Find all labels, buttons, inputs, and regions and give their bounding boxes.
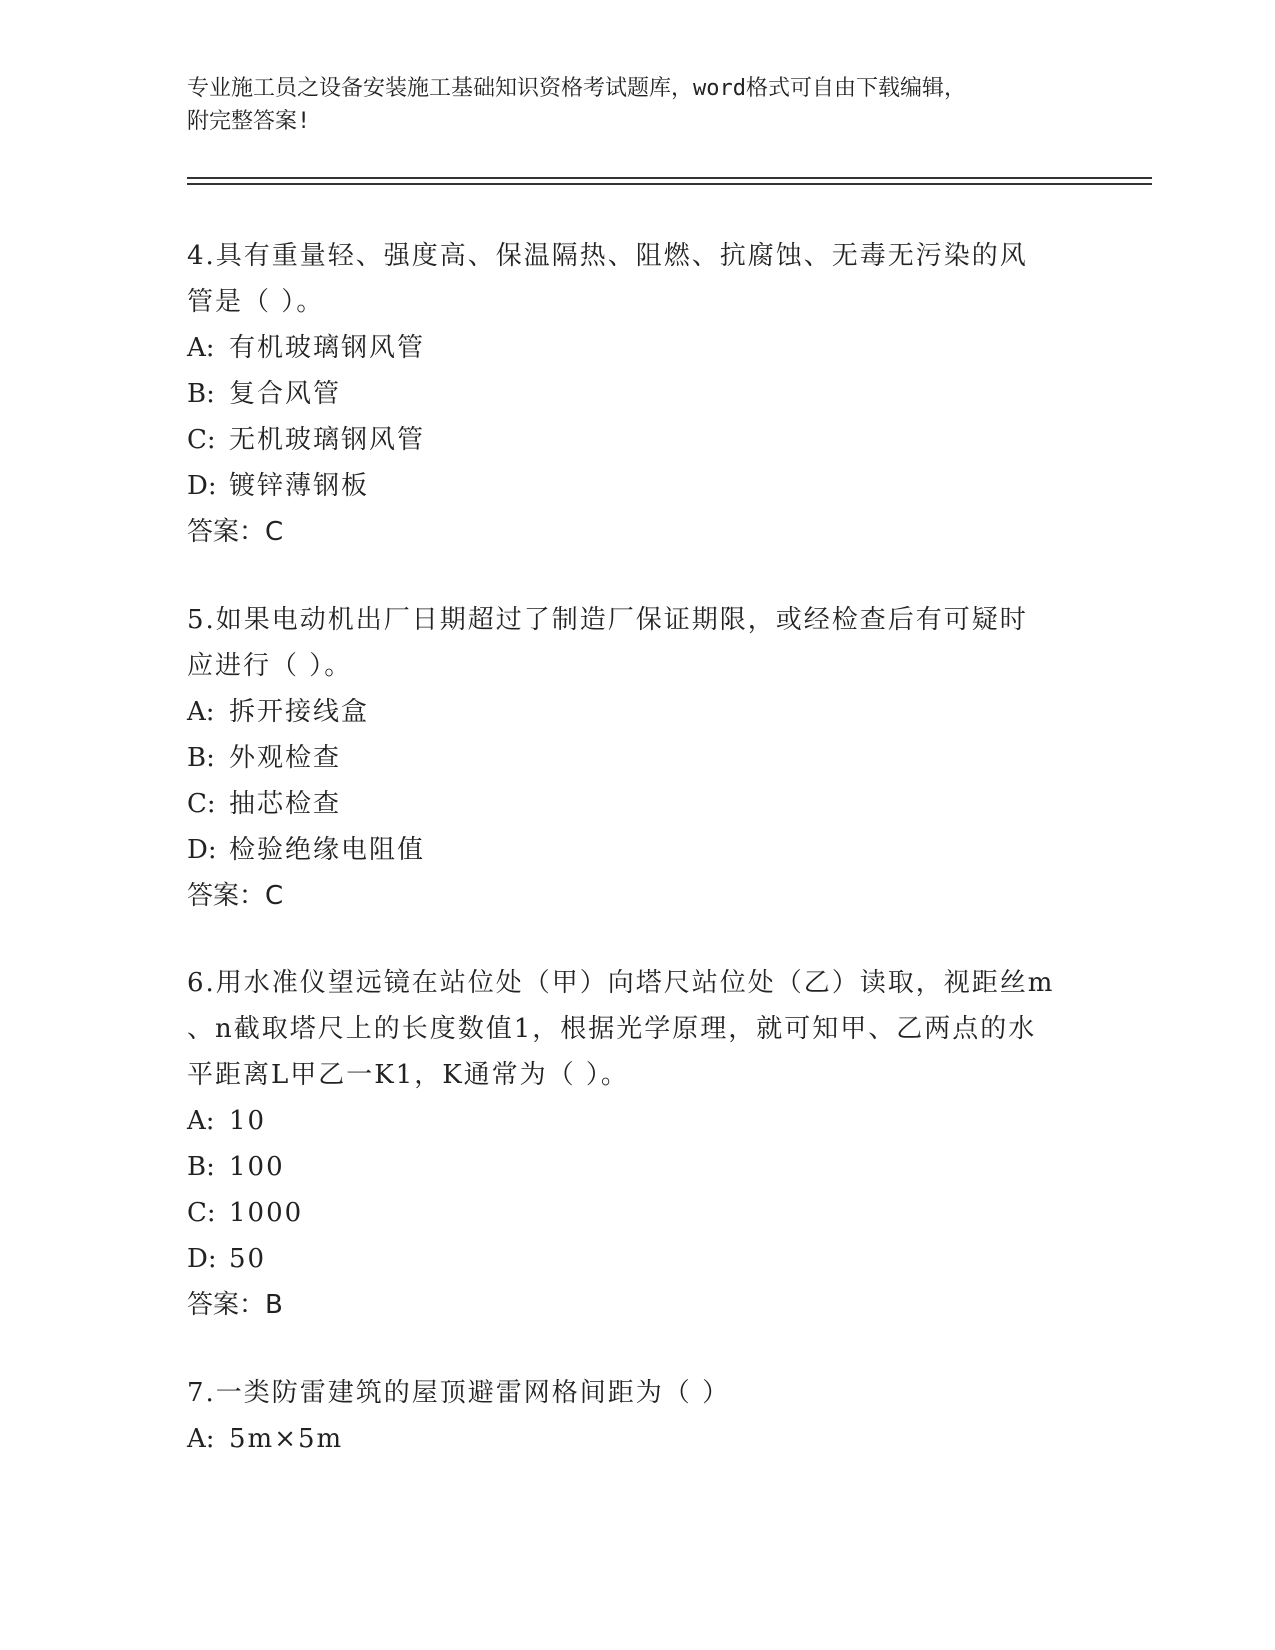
option-key: A: [187, 697, 215, 727]
option-key: C: [187, 1198, 216, 1228]
option-key: C: [187, 425, 216, 455]
option-key: B: [187, 743, 215, 773]
option-c [187, 417, 1087, 463]
header-line-1: 专业施工员之设备安装施工基础知识资格考试题库，word格式可自由下载编辑， [187, 76, 966, 101]
question-6 [187, 960, 1087, 1328]
option-c [187, 1190, 1087, 1236]
option-key: B: [187, 379, 215, 409]
option-key: B: [187, 1152, 215, 1182]
header-divider-top [187, 177, 1152, 179]
question-text-line: 7.一类防雷建筑的屋顶避雷网格间距为（ ） [187, 1378, 731, 1408]
option-text: 有机玻璃钢风管 [229, 333, 426, 363]
header-divider-bottom [187, 183, 1152, 185]
question-4 [187, 233, 1087, 555]
option-text: 抽芯检查 [229, 789, 342, 819]
option-d [187, 827, 1087, 873]
option-key: D: [187, 835, 217, 865]
option-d [187, 1236, 1087, 1282]
answer-line: 答案：C [187, 517, 284, 547]
header-line-2: 附完整答案! [187, 109, 311, 134]
option-b [187, 735, 1087, 781]
option-key: A: [187, 333, 215, 363]
option-text: 10 [229, 1106, 267, 1136]
option-key: A: [187, 1424, 215, 1454]
option-text: 无机玻璃钢风管 [229, 425, 426, 455]
option-text: 5m×5m [229, 1424, 344, 1454]
document-header [187, 72, 1067, 138]
question-5 [187, 597, 1087, 919]
question-text-line: 平距离L甲乙一K1，K通常为（ ）。 [187, 1060, 629, 1090]
option-d [187, 463, 1087, 509]
question-text-line: 应进行（ ）。 [187, 651, 353, 681]
question-7 [187, 1370, 1087, 1462]
option-text: 复合风管 [229, 379, 342, 409]
option-text: 检验绝缘电阻值 [229, 835, 426, 865]
question-text-line: 管是（ ）。 [187, 287, 325, 317]
option-a [187, 689, 1087, 735]
option-key: A: [187, 1106, 215, 1136]
option-key: C: [187, 789, 216, 819]
option-c [187, 781, 1087, 827]
option-text: 50 [229, 1244, 267, 1274]
option-text: 100 [229, 1152, 285, 1182]
answer-line: 答案：B [187, 1290, 283, 1320]
question-text-line: 4.具有重量轻、强度高、保温隔热、阻燃、抗腐蚀、无毒无污染的风 [187, 241, 1028, 271]
question-text-line: 5.如果电动机出厂日期超过了制造厂保证期限，或经检查后有可疑时 [187, 605, 1028, 635]
question-text-line: 6.用水准仪望远镜在站位处（甲）向塔尺站位处（乙）读取，视距丝m [187, 968, 1055, 998]
question-text-line: 、n截取塔尺上的长度数值1，根据光学原理，就可知甲、乙两点的水 [187, 1014, 1037, 1044]
option-a [187, 1098, 1087, 1144]
option-a [187, 1416, 1087, 1462]
option-key: D: [187, 1244, 217, 1274]
answer-line: 答案：C [187, 881, 284, 911]
option-key: D: [187, 471, 217, 501]
option-text: 拆开接线盒 [229, 697, 370, 727]
option-text: 1000 [229, 1198, 304, 1228]
option-text: 镀锌薄钢板 [229, 471, 370, 501]
option-a [187, 325, 1087, 371]
option-b [187, 371, 1087, 417]
option-b [187, 1144, 1087, 1190]
option-text: 外观检查 [229, 743, 342, 773]
